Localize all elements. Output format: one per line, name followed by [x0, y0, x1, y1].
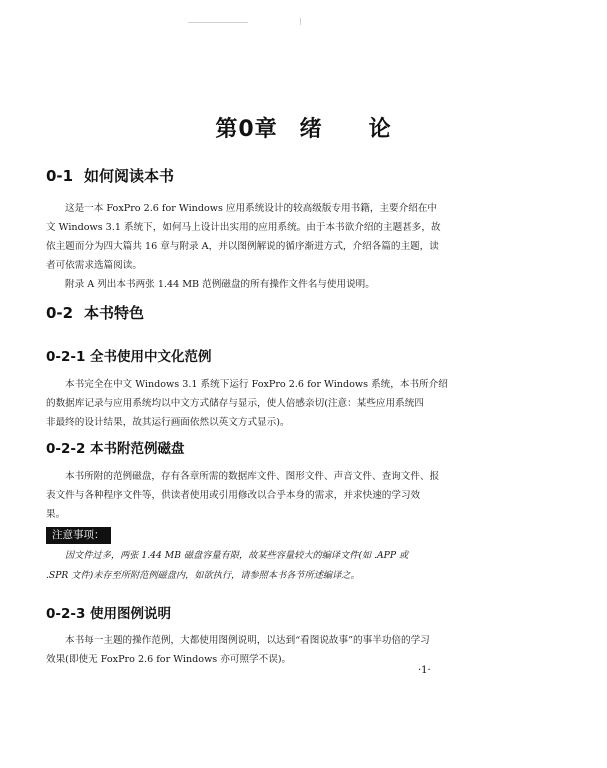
- text-line: .SPR 文件)未存至所附范例磁盘内，如欲执行，请参照本书各节所述编译之。: [46, 570, 360, 581]
- text-line: 非最终的设计结果，故其运行画面依然以英文方式显示)。: [46, 417, 290, 428]
- text-line: 依主题而分为四大篇共 16 章与附录 A，并以图例解说的循序渐进方式，介绍各篇的主题，读: [46, 241, 439, 252]
- text-line: 本书所附的范例磁盘，存有各章所需的数据库文件、图形文件、声音文件、查询文件、报: [65, 471, 440, 482]
- chapter-title-char-1: 绪: [299, 117, 323, 142]
- text-line: 因文件过多，两张 1.44 MB 磁盘容量有限，故某些容量较大的编译文件(如 .APP 或: [65, 550, 409, 561]
- section-number: 0-2: [46, 304, 74, 322]
- subsection-number: 0-2-1: [46, 349, 86, 365]
- chapter-title: [0, 112, 607, 143]
- section-title: 本书特色: [84, 304, 145, 322]
- section-number: 0-1: [46, 167, 74, 185]
- subsection-heading-0-2-2: [46, 437, 185, 457]
- subsection-number: 0-2-2: [46, 441, 86, 457]
- text-line: 果。: [46, 509, 66, 520]
- text-line: 附录 A 列出本书两张 1.44 MB 范例磁盘的所有操作文件名与使用说明。: [65, 279, 375, 290]
- text-line: 表文件与各种程序文件等，供读者使用或引用修改以合乎本身的需求，并求快速的学习效: [46, 490, 421, 501]
- page-number: ·1·: [418, 665, 431, 676]
- section-heading-0-1: [46, 165, 174, 186]
- scan-artifact: [188, 22, 248, 23]
- section-title: 如何阅读本书: [84, 167, 175, 185]
- subsection-title: 使用图例说明: [90, 606, 171, 622]
- paragraph-0-2-2: [46, 467, 558, 524]
- section-heading-0-2: [46, 302, 144, 323]
- paragraph-0-2-1: [46, 375, 558, 432]
- subsection-title: 本书附范例磁盘: [90, 441, 185, 457]
- text-line: 者可依需求选篇阅读。: [46, 260, 142, 271]
- scan-artifact: [300, 18, 301, 25]
- paragraph-0-1-intro: [46, 199, 558, 294]
- text-line: 本书每一主题的操作范例，大都使用图例说明，以达到“看图说故事”的事半功倍的学习: [65, 635, 430, 646]
- subsection-heading-0-2-3: [46, 602, 171, 622]
- subsection-title: 全书使用中文化范例: [90, 349, 212, 365]
- subsection-heading-0-2-1: [46, 345, 212, 365]
- text-line: 效果(即使无 FoxPro 2.6 for Windows 亦可照学不误)。: [46, 654, 292, 665]
- subsection-number: 0-2-3: [46, 606, 86, 622]
- paragraph-0-2-3: [46, 631, 558, 669]
- note-label: 注意事项：: [46, 527, 111, 544]
- text-line: 本书完全在中文 Windows 3.1 系统下运行 FoxPro 2.6 for Windows 系统，本书所介绍: [65, 379, 448, 390]
- text-line: 这是一本 FoxPro 2.6 for Windows 应用系统设计的较高级版专用书籍，主要介绍在中: [65, 203, 437, 214]
- chapter-title-char-2: 论: [368, 117, 392, 142]
- text-line: 文 Windows 3.1 系统下，如何马上设计出实用的应用系统。由于本书欲介绍的主题甚多，故: [46, 222, 441, 233]
- text-line: 的数据库记录与应用系统均以中文方式储存与显示，使人倍感亲切(注意：某些应用系统四: [46, 398, 424, 409]
- chapter-number: 第0章: [215, 117, 278, 142]
- note-text: [46, 546, 558, 586]
